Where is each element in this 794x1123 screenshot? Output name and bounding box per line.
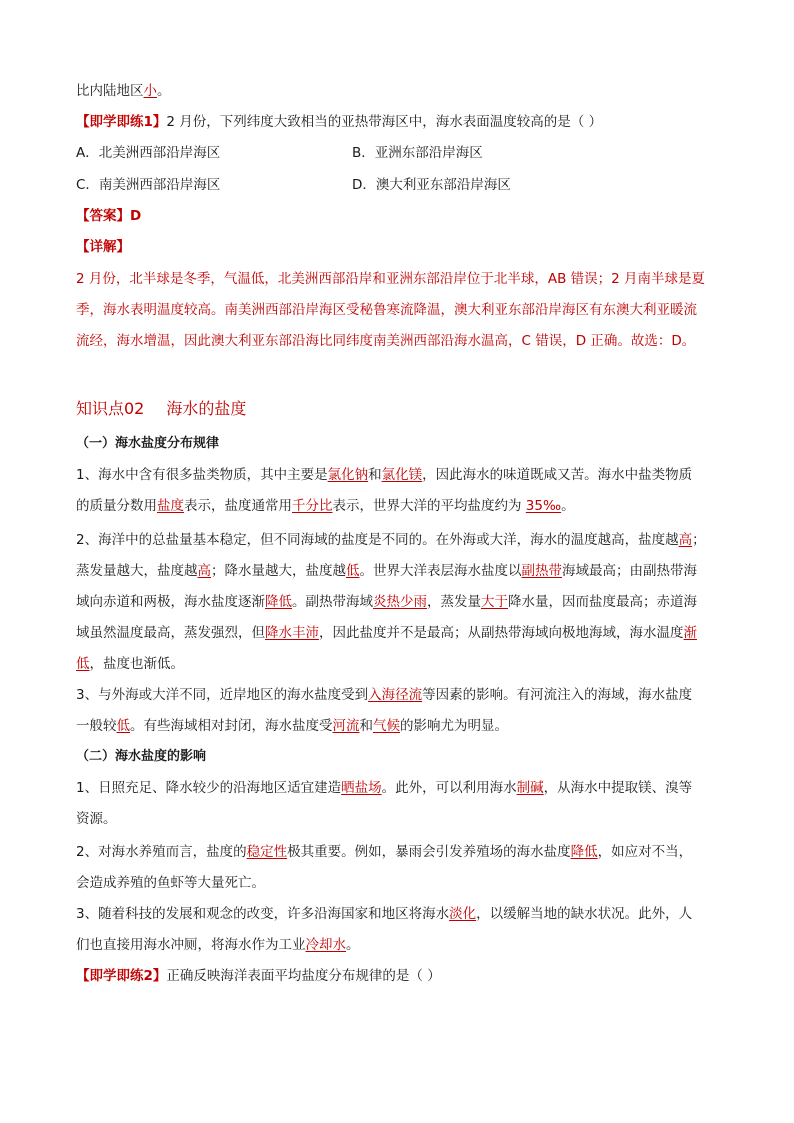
option-d: D．澳大利亚东部沿岸海区 bbox=[352, 177, 511, 193]
answer-tag: 【答案】 bbox=[76, 208, 130, 224]
part1-title: （一）海水盐度分布规律 bbox=[76, 436, 220, 451]
practice1-question bbox=[76, 112, 736, 132]
practice1-tag: 【即学即练1】 bbox=[76, 114, 167, 130]
paragraph-line: 低，盐度也渐低。 bbox=[76, 656, 184, 672]
detail-tag-line bbox=[76, 237, 736, 257]
paragraph-line: 域虽然温度最高，蒸发强烈，但降水丰沛，因此盐度并不是最高；从副热带海域向极地海域，海水温度渐 bbox=[76, 625, 697, 641]
section-heading bbox=[76, 398, 246, 420]
paragraph-line: 1、日照充足、降水较少的沿海地区适宜建造晒盐场。此外，可以利用海水制碱，从海水中提取镁、溴等 bbox=[76, 780, 693, 796]
paragraph-line: 1、海水中含有很多盐类物质，其中主要是氯化钠和氯化镁，因此海水的味道既咸又苦。海水中盐类物质 bbox=[76, 467, 693, 483]
detail-tag: 【详解】 bbox=[76, 239, 130, 255]
paragraph-line: 资源。 bbox=[76, 811, 117, 827]
paragraph-line: 的质量分数用盐度表示，盐度通常用千分比表示，世界大洋的平均盐度约为 35‰。 bbox=[76, 498, 575, 514]
practice2-tag: 【即学即练2】 bbox=[76, 968, 167, 984]
practice1-question-text: 2 月份，下列纬度大致相当的亚热带海区中，海水表面温度较高的是（ ） bbox=[166, 114, 603, 130]
detail-line: 流经，海水增温，因此澳大利亚东部沿海比同纬度南美洲西部沿海水温高，C 错误，D 正确。故选：D。 bbox=[76, 333, 696, 349]
option-a: A．北美洲西部沿岸海区 bbox=[76, 145, 221, 161]
practice2-question-text: 正确反映海洋表面平均盐度分布规律的是（ ） bbox=[166, 968, 441, 984]
intro-line: 比内陆地区小。 bbox=[76, 83, 171, 99]
intro-text: 比内陆地区 bbox=[76, 83, 144, 99]
option-b: B．亚洲东部沿岸海区 bbox=[352, 145, 483, 161]
intro-highlight: 小 bbox=[143, 83, 157, 99]
answer-line bbox=[76, 206, 736, 226]
section-number: 知识点02 bbox=[76, 399, 145, 418]
paragraph-line: 们也直接用海水冲厕，将海水作为工业冷却水。 bbox=[76, 937, 360, 953]
paragraph-line: 会造成养殖的鱼虾等大量死亡。 bbox=[76, 875, 265, 891]
answer-value: D bbox=[130, 208, 142, 224]
paragraph-line: 域向赤道和两极，海水盐度逐渐降低。副热带海域炎热少雨，蒸发量大于降水量，因而盐度最高；赤道海 bbox=[76, 594, 697, 610]
option-c: C．南美洲西部沿岸海区 bbox=[76, 177, 221, 193]
paragraph-line: 2、海洋中的总盐量基本稳定，但不同海域的盐度是不同的。在外海或大洋，海水的温度越高，盐度越高； bbox=[76, 532, 706, 548]
practice2-question bbox=[76, 966, 736, 986]
paragraph-line: 一般较低。有些海域相对封闭，海水盐度受河流和气候的影响尤为明显。 bbox=[76, 718, 508, 734]
paragraph-line: 3、与外海或大洋不同，近岸地区的海水盐度受到入海径流等因素的影响。有河流注入的海域，海水盐度 bbox=[76, 687, 693, 703]
paragraph-line: 2、对海水养殖而言，盐度的稳定性极其重要。例如，暴雨会引发养殖场的海水盐度降低，如应对不当， bbox=[76, 844, 693, 860]
paragraph-line: 3、随着科技的发展和观念的改变，许多沿海国家和地区将海水淡化，以缓解当地的缺水状况。此外，人 bbox=[76, 906, 693, 922]
paragraph-line: 蒸发量越大，盐度越高；降水量越大，盐度越低。世界大洋表层海水盐度以副热带海域最高；由副热带海 bbox=[76, 563, 697, 579]
detail-line: 季，海水表明温度较高。南美洲西部沿岸海区受秘鲁寒流降温，澳大利亚东部沿岸海区有东澳大利亚暖流 bbox=[76, 302, 697, 318]
section-title: 海水的盐度 bbox=[166, 399, 247, 418]
part2-title: （二）海水盐度的影响 bbox=[76, 749, 207, 764]
detail-line: 2 月份，北半球是冬季，气温低，北美洲西部沿岸和亚洲东部沿岸位于北半球，AB 错误；2 月南半球是夏 bbox=[76, 271, 706, 287]
